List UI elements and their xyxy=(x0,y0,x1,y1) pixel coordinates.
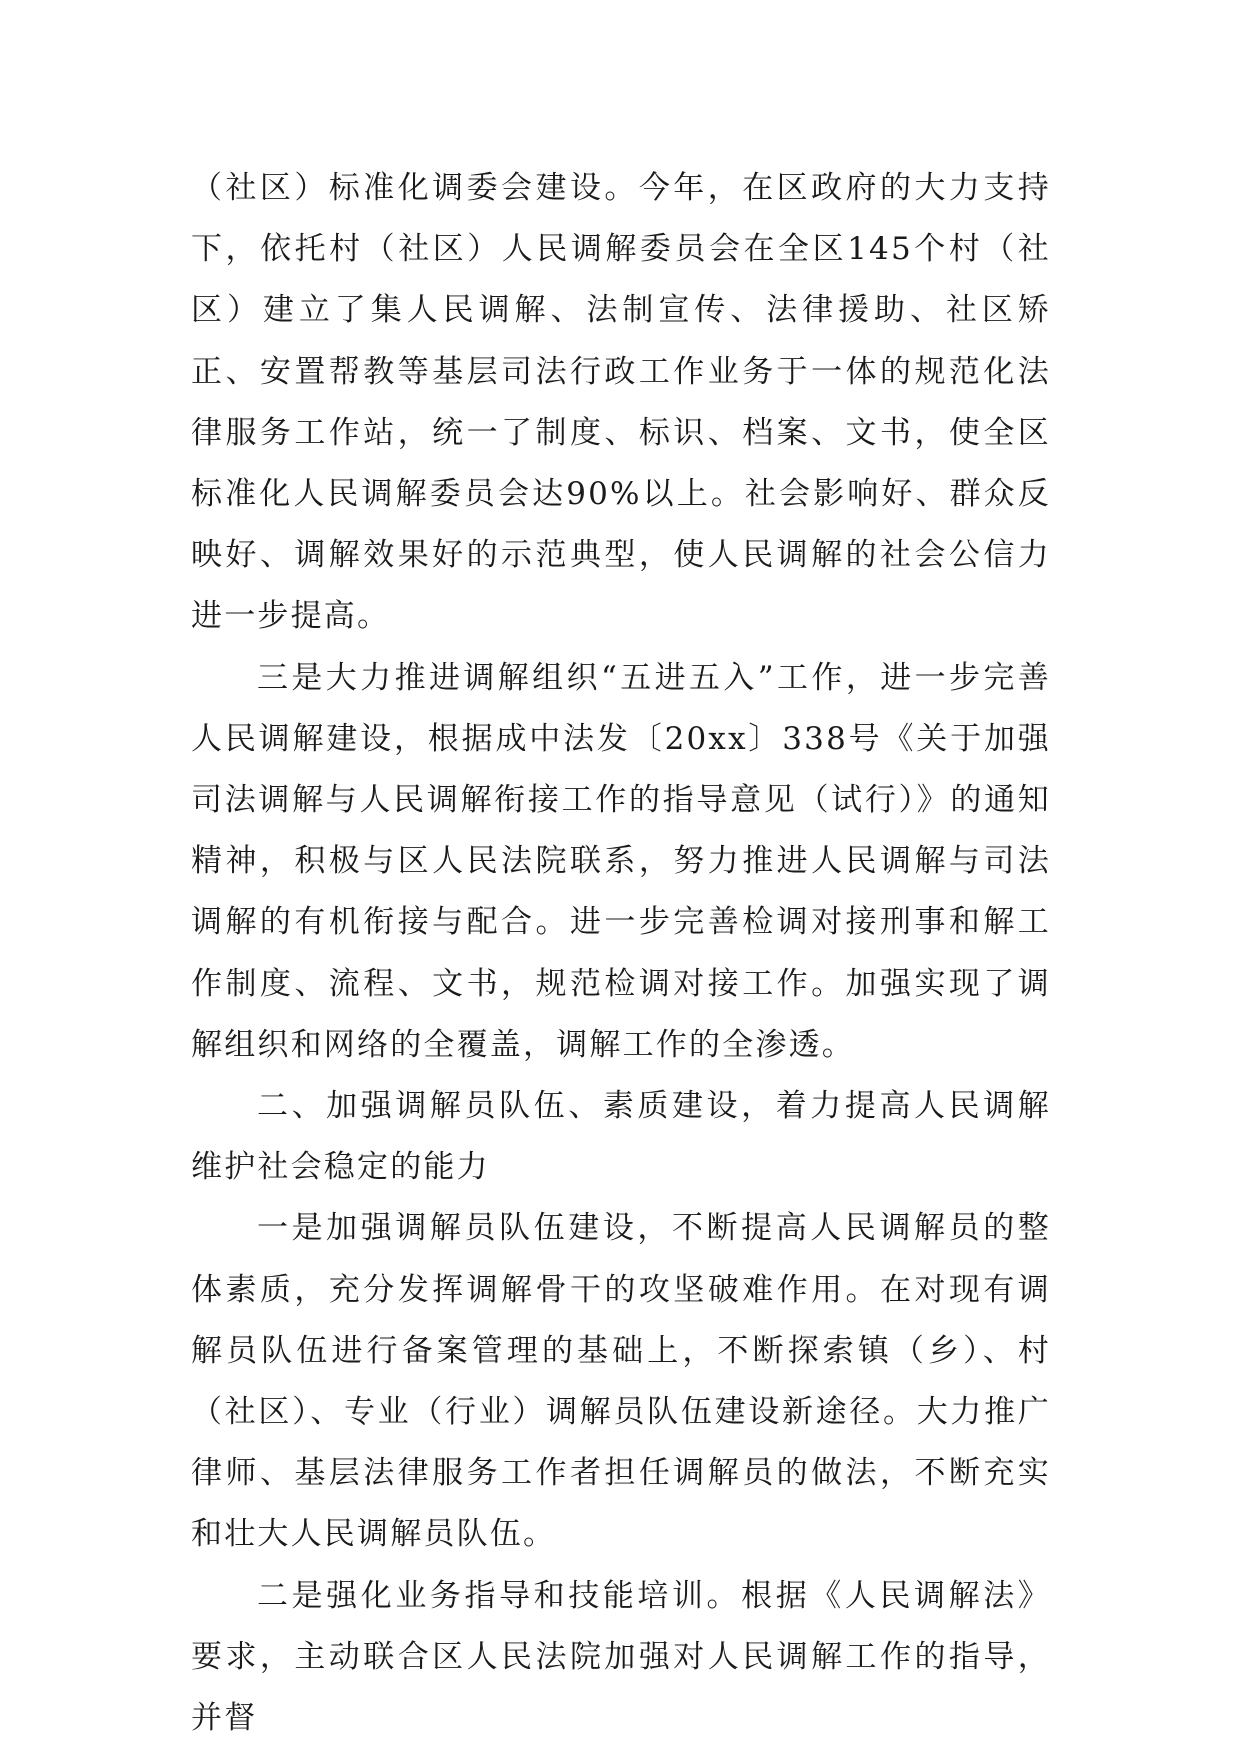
paragraph-team-building: 一是加强调解员队伍建设，不断提高人民调解员的整体素质，充分发挥调解骨干的攻坚破难作用。在对现有调解员队伍进行备案管理的基础上，不断探索镇（乡）、村（社区）、专业（行业）调解员队伍建设新途径。大力推广律师、基层法律服务工作者担任调解员的做法，不断充实和壮大人民调解员队伍。 xyxy=(191,1210,1051,1553)
paragraph-five-entries: 三是大力推进调解组织“五进五入”工作，进一步完善人民调解建设，根据成中法发〔20xx〕338号《关于加强司法调解与人民调解衔接工作的指导意见（试行）》的通知精神，积极与区人民法院联系，努力推进人民调解与司法调解的有机衔接与配合。进一步完善检调对接刑事和解工作制度、流程、文书，规范检调对接工作。加强实现了调解组织和网络的全覆盖，调解工作的全渗透。 xyxy=(191,659,1051,1063)
paragraph-standardization: （社区）标准化调委会建设。今年，在区政府的大力支持下，依托村（社区）人民调解委员会在全区145个村（社区）建立了集人民调解、法制宣传、法律援助、社区矫正、安置帮教等基层司法行政工作业务于一体的规范化法律服务工作站，统一了制度、标识、档案、文书，使全区标准化人民调解委员会达90%以上。社会影响好、群众反映好、调解效果好的示范典型，使人民调解的社会公信力进一步提高。 xyxy=(191,170,1051,635)
section-heading-mediator-team: 二、加强调解员队伍、素质建设，着力提高人民调解维护社会稳定的能力 xyxy=(191,1088,1051,1186)
document-body xyxy=(191,158,1051,1749)
paragraph-training: 二是强化业务指导和技能培训。根据《人民调解法》要求，主动联合区人民法院加强对人民调解工作的指导，并督 xyxy=(191,1577,1051,1737)
